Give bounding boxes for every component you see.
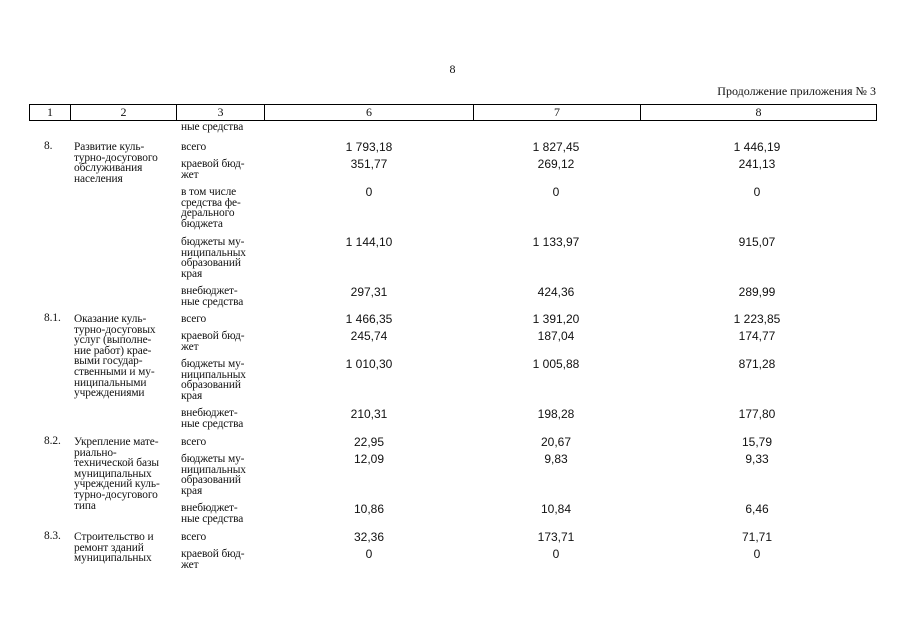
value-col-8: 1 223,85 [733,312,781,326]
value-col-6: 0 [365,547,373,561]
item-name: Оказание куль- турно-досуговых услуг (выполне- ние работ) крае- выми государ- ственными и му- ниципальными учреждениями [74,313,156,400]
item-number: 8. [44,140,53,152]
table-body [0,120,905,590]
row-label: в том числе средства фе- дерального бюджета [181,186,241,230]
row-label: бюджеты му- ниципальных образований края [181,236,246,280]
value-col-8: 1 446,19 [733,140,781,154]
value-col-7: 0 [552,547,560,561]
value-col-7: 1 133,97 [532,235,580,249]
value-col-6: 22,95 [353,435,385,449]
value-col-7: 424,36 [537,285,575,299]
value-col-7: 173,71 [537,530,575,544]
value-col-8: 177,80 [738,407,776,421]
row-label: краевой бюд- жет [181,330,245,353]
item-name: Укрепление мате- риально- технической базы муниципальных учреждений куль- турно-досугового типа [74,436,160,512]
value-col-8: 9,33 [745,452,769,466]
value-col-6: 0 [365,185,373,199]
value-col-8: 174,77 [738,329,776,343]
row-label: бюджеты му- ниципальных образований края [181,358,246,402]
value-col-6: 32,36 [353,530,385,544]
value-col-8: 241,13 [738,157,776,171]
item-number: 8.1. [44,312,61,324]
table-header-row [29,104,877,121]
value-col-7: 9,83 [544,452,568,466]
item-number: 8.3. [44,530,61,542]
value-col-6: 1 010,30 [345,357,393,371]
item-name: Развитие куль- турно-досугового обслуживания населения [74,141,158,185]
value-col-6: 1 793,18 [345,140,393,154]
page-number: 8 [449,62,456,76]
carry-over-label: ные средства [181,121,244,133]
value-col-7: 198,28 [537,407,575,421]
value-col-8: 15,79 [741,435,773,449]
value-col-6: 1 144,10 [345,235,393,249]
value-col-6: 245,74 [350,329,388,343]
value-col-6: 297,31 [350,285,388,299]
value-col-8: 0 [753,185,761,199]
header-col-1: 1 [30,105,71,120]
row-label: всего [181,436,207,448]
row-label: бюджеты му- ниципальных образований края [181,453,246,497]
value-col-8: 915,07 [738,235,776,249]
value-col-8: 871,28 [738,357,776,371]
row-label: внебюджет- ные средства [181,407,244,430]
value-col-7: 10,84 [540,502,572,516]
row-label: внебюджет- ные средства [181,285,244,308]
value-col-6: 10,86 [353,502,385,516]
row-label: всего [181,141,207,153]
value-col-7: 269,12 [537,157,575,171]
header-col-7: 7 [474,105,641,120]
value-col-7: 0 [552,185,560,199]
row-label: краевой бюд- жет [181,548,245,571]
row-label: краевой бюд- жет [181,158,245,181]
value-col-7: 20,67 [540,435,572,449]
value-col-8: 289,99 [738,285,776,299]
value-col-7: 187,04 [537,329,575,343]
row-label: внебюджет- ные средства [181,502,244,525]
row-label: всего [181,313,207,325]
header-col-8: 8 [641,105,877,120]
row-label: всего [181,531,207,543]
value-col-7: 1 827,45 [532,140,580,154]
continuation-label: Продолжение приложения № 3 [717,84,876,98]
header-col-3: 3 [177,105,265,120]
value-col-6: 1 466,35 [345,312,393,326]
value-col-7: 1 391,20 [532,312,580,326]
value-col-7: 1 005,88 [532,357,580,371]
header-col-2: 2 [71,105,177,120]
value-col-6: 12,09 [353,452,385,466]
value-col-8: 6,46 [745,502,769,516]
value-col-8: 0 [753,547,761,561]
item-number: 8.2. [44,435,61,447]
value-col-6: 351,77 [350,157,388,171]
header-col-6: 6 [265,105,474,120]
item-name: Строительство и ремонт зданий муниципальных [74,531,154,565]
value-col-6: 210,31 [350,407,388,421]
value-col-8: 71,71 [741,530,773,544]
